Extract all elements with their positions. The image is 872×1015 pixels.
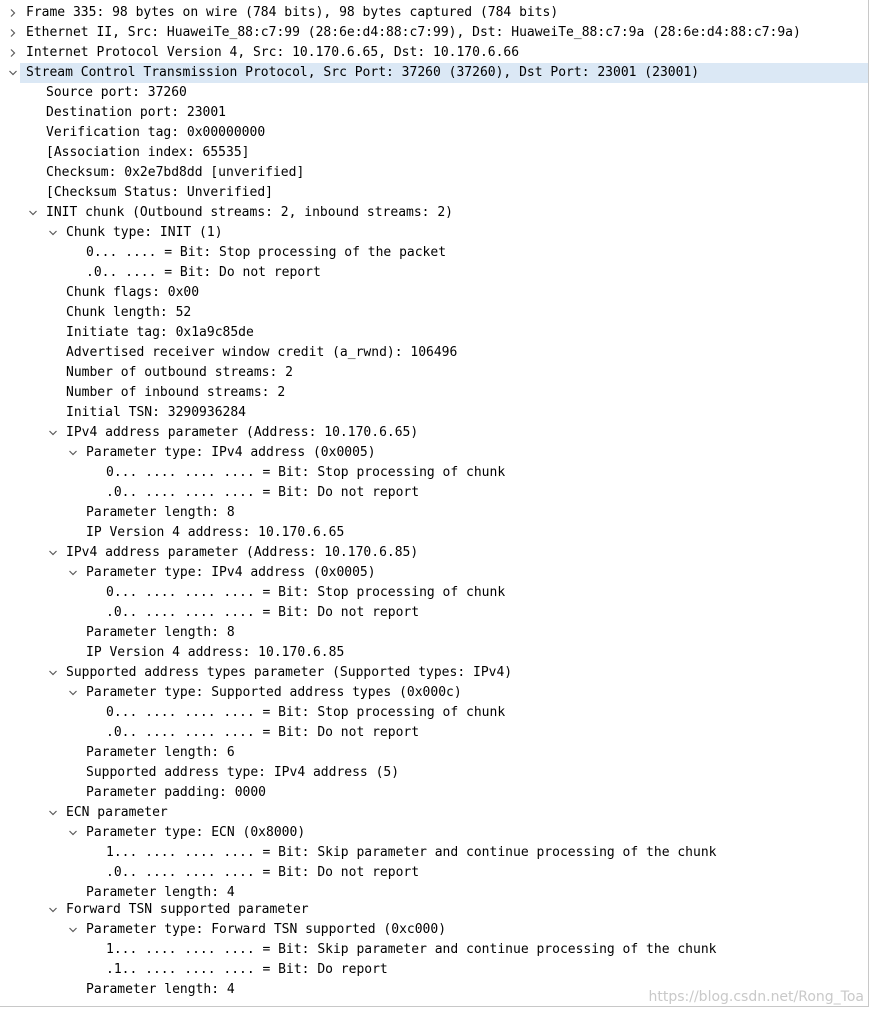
tree-item-label: Source port: 37260	[46, 85, 187, 100]
tree-leaf[interactable]	[0, 123, 868, 143]
tree-node[interactable]	[0, 223, 868, 243]
tree-item-label: Advertised receiver window credit (a_rwnd): 106496	[66, 345, 458, 360]
tree-item-label: Parameter type: ECN (0x8000)	[86, 825, 306, 840]
chevron-down-icon[interactable]	[47, 900, 59, 920]
tree-leaf[interactable]	[0, 463, 868, 483]
tree-item-label: [Checksum Status: Unverified]	[46, 185, 273, 200]
tree-item-label: Checksum: 0x2e7bd8dd [unverified]	[46, 165, 305, 180]
tree-item-label: Number of outbound streams: 2	[66, 365, 293, 380]
tree-leaf[interactable]	[0, 143, 868, 163]
tree-leaf[interactable]	[0, 743, 868, 763]
chevron-down-icon[interactable]	[67, 823, 79, 843]
tree-item-label: .0.. .... .... .... = Bit: Do not report	[106, 725, 420, 740]
tree-item-label: 0... .... .... .... = Bit: Stop processing of chunk	[106, 705, 506, 720]
chevron-down-icon[interactable]	[47, 423, 59, 443]
tree-leaf[interactable]	[0, 843, 868, 863]
tree-item-label: Destination port: 23001	[46, 105, 227, 120]
tree-leaf[interactable]	[0, 323, 868, 343]
tree-node[interactable]	[0, 203, 868, 223]
tree-node[interactable]	[0, 663, 868, 683]
tree-node[interactable]	[20, 63, 868, 83]
tree-item-label: IPv4 address parameter (Address: 10.170.6.65)	[66, 425, 419, 440]
tree-item-label: Parameter length: 4	[86, 982, 235, 997]
tree-item-label: Supported address type: IPv4 address (5)	[86, 765, 400, 780]
tree-item-label: Forward TSN supported parameter	[66, 902, 309, 917]
tree-leaf[interactable]	[0, 503, 868, 523]
tree-item-label: Number of inbound streams: 2	[66, 385, 286, 400]
tree-leaf[interactable]	[0, 703, 868, 723]
tree-node[interactable]	[0, 920, 868, 940]
tree-node[interactable]	[0, 3, 868, 23]
tree-leaf[interactable]	[0, 103, 868, 123]
chevron-down-icon[interactable]	[47, 223, 59, 243]
chevron-down-icon[interactable]	[67, 683, 79, 703]
tree-item-label: IP Version 4 address: 10.170.6.65	[86, 525, 345, 540]
chevron-down-icon[interactable]	[47, 803, 59, 823]
tree-item-label: 1... .... .... .... = Bit: Skip parameter and continue processing of the chunk	[106, 845, 717, 860]
tree-item-label: 1... .... .... .... = Bit: Skip parameter and continue processing of the chunk	[106, 942, 717, 957]
tree-node[interactable]	[0, 683, 868, 703]
tree-node[interactable]	[0, 900, 868, 920]
tree-leaf[interactable]	[0, 623, 868, 643]
tree-leaf[interactable]	[0, 303, 868, 323]
tree-item-label: .0.. .... .... .... = Bit: Do not report	[106, 485, 420, 500]
tree-item-label: Parameter length: 8	[86, 505, 235, 520]
tree-node[interactable]	[0, 423, 868, 443]
tree-node[interactable]	[0, 563, 868, 583]
tree-item-label: ECN parameter	[66, 805, 168, 820]
chevron-down-icon[interactable]	[47, 663, 59, 683]
chevron-down-icon[interactable]	[7, 63, 19, 83]
tree-item-label: IPv4 address parameter (Address: 10.170.6.85)	[66, 545, 419, 560]
chevron-down-icon[interactable]	[27, 203, 39, 223]
tree-item-label: Parameter type: Supported address types (0x000c)	[86, 685, 462, 700]
tree-leaf[interactable]	[0, 403, 868, 423]
tree-item-label: Initial TSN: 3290936284	[66, 405, 247, 420]
tree-leaf[interactable]	[0, 603, 868, 623]
tree-item-label: Parameter length: 4	[86, 885, 235, 900]
tree-leaf[interactable]	[0, 940, 868, 960]
chevron-down-icon[interactable]	[67, 563, 79, 583]
tree-item-label: Chunk length: 52	[66, 305, 192, 320]
tree-item-label: 0... .... .... .... = Bit: Stop processing of chunk	[106, 465, 506, 480]
tree-item-label: .0.. .... .... .... = Bit: Do not report	[106, 605, 420, 620]
tree-node[interactable]	[0, 543, 868, 563]
tree-item-label: Verification tag: 0x00000000	[46, 125, 266, 140]
tree-leaf[interactable]	[0, 263, 868, 283]
tree-leaf[interactable]	[0, 383, 868, 403]
tree-item-label: Initiate tag: 0x1a9c85de	[66, 325, 254, 340]
tree-leaf[interactable]	[0, 583, 868, 603]
tree-leaf[interactable]	[0, 343, 868, 363]
tree-leaf[interactable]	[0, 183, 868, 203]
tree-item-label: Parameter type: Forward TSN supported (0xc000)	[86, 922, 447, 937]
chevron-down-icon[interactable]	[47, 543, 59, 563]
tree-item-label: .0.. .... = Bit: Do not report	[86, 265, 321, 280]
tree-item-label: Parameter type: IPv4 address (0x0005)	[86, 445, 376, 460]
tree-item-label: Parameter type: IPv4 address (0x0005)	[86, 565, 376, 580]
tree-item-label: .1.. .... .... .... = Bit: Do report	[106, 962, 388, 977]
tree-item-label: Parameter length: 8	[86, 625, 235, 640]
tree-node[interactable]	[0, 803, 868, 823]
watermark: https://blog.csdn.net/Rong_Toa	[648, 989, 864, 1005]
tree-item-label: Frame 335: 98 bytes on wire (784 bits), 98 bytes captured (784 bits)	[26, 5, 559, 20]
tree-item-label: Chunk flags: 0x00	[66, 285, 200, 300]
tree-node[interactable]	[0, 443, 868, 463]
tree-leaf[interactable]	[0, 243, 868, 263]
tree-item-label: [Association index: 65535]	[46, 145, 250, 160]
tree-item-label: .0.. .... .... .... = Bit: Do not report	[106, 865, 420, 880]
chevron-right-icon[interactable]	[7, 23, 19, 43]
tree-leaf[interactable]	[0, 960, 868, 980]
chevron-right-icon[interactable]	[7, 43, 19, 63]
tree-leaf[interactable]	[0, 783, 868, 803]
tree-leaf[interactable]	[0, 723, 868, 743]
chevron-down-icon[interactable]	[67, 920, 79, 940]
chevron-down-icon[interactable]	[67, 443, 79, 463]
tree-leaf[interactable]	[0, 163, 868, 183]
chevron-right-icon[interactable]	[7, 3, 19, 23]
tree-leaf[interactable]	[0, 483, 868, 503]
tree-node[interactable]	[0, 23, 868, 43]
tree-item-label: Stream Control Transmission Protocol, Src Port: 37260 (37260), Dst Port: 23001 (23001)	[26, 65, 700, 80]
tree-item-label: 0... .... .... .... = Bit: Stop processing of chunk	[106, 585, 506, 600]
tree-leaf[interactable]	[0, 523, 868, 543]
tree-item-label: Parameter length: 6	[86, 745, 235, 760]
tree-leaf[interactable]	[0, 643, 868, 663]
tree-leaf[interactable]	[0, 283, 868, 303]
tree-item-label: INIT chunk (Outbound streams: 2, inbound streams: 2)	[46, 205, 453, 220]
tree-item-label: Internet Protocol Version 4, Src: 10.170.6.65, Dst: 10.170.6.66	[26, 45, 520, 60]
tree-item-label: 0... .... = Bit: Stop processing of the packet	[86, 245, 447, 260]
tree-leaf[interactable]	[0, 863, 868, 883]
tree-node[interactable]	[0, 823, 868, 843]
tree-item-label: Supported address types parameter (Supported types: IPv4)	[66, 665, 513, 680]
tree-item-label: Ethernet II, Src: HuaweiTe_88:c7:99 (28:6e:d4:88:c7:99), Dst: HuaweiTe_88:c7:9a (28:6e:d4:88:c7:9a)	[26, 25, 801, 40]
tree-item-label: IP Version 4 address: 10.170.6.85	[86, 645, 345, 660]
tree-item-label: Parameter padding: 0000	[86, 785, 267, 800]
tree-leaf[interactable]	[0, 763, 868, 783]
tree-item-label: Chunk type: INIT (1)	[66, 225, 223, 240]
tree-leaf[interactable]	[0, 83, 868, 103]
tree-node[interactable]	[0, 43, 868, 63]
tree-leaf[interactable]	[0, 363, 868, 383]
